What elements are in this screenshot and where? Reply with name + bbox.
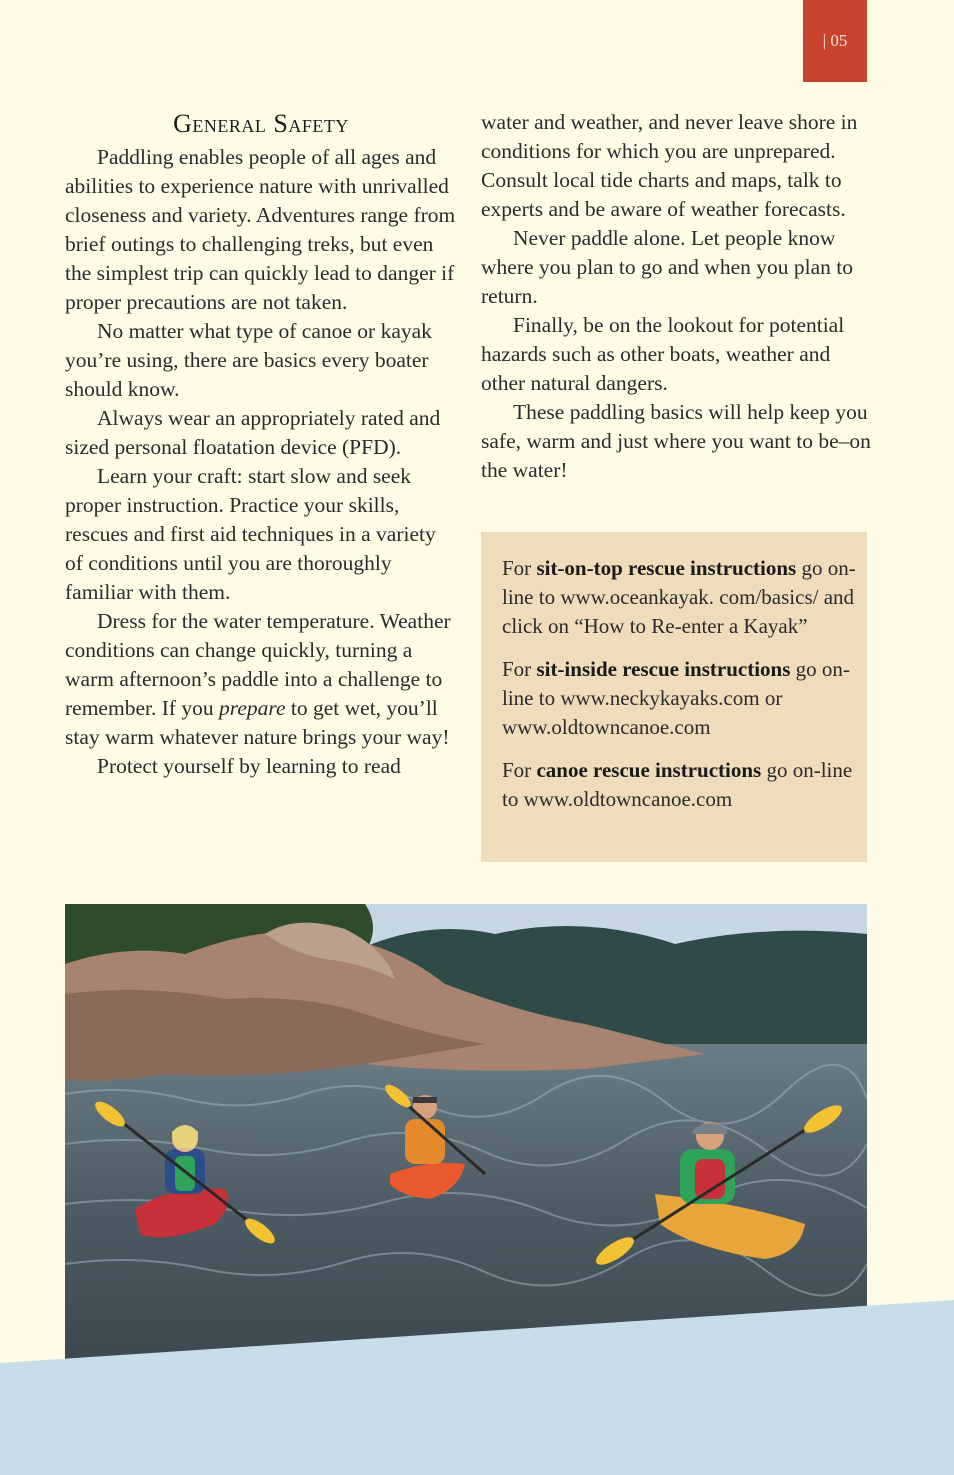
- rescue-item-prefix: For: [502, 758, 537, 782]
- rescue-item-prefix: For: [502, 657, 537, 681]
- rescue-item-sit-inside: [502, 655, 857, 742]
- rescue-item-title: sit-inside rescue instructions: [536, 657, 791, 681]
- page-number: | 05: [822, 31, 848, 50]
- rescue-item-text: go on-line to www.oceankayak. com/basics/ and click on “How to Re-enter a Kayak”: [502, 556, 856, 638]
- paragraph-dress: [65, 607, 457, 752]
- paragraph-pfd: Always wear an appropriately rated and sized personal floatation device (PFD).: [65, 406, 441, 459]
- paragraph-dress-emphasis: prepare: [219, 696, 286, 720]
- paragraph-closing: These paddling basics will help keep you safe, warm and just where you want to be–on the water!: [481, 400, 871, 482]
- paragraph-dress-tail: to get wet, you’ll stay warm whatever nature brings your way!: [65, 696, 450, 749]
- paragraph-learn-craft: Learn your craft: start slow and seek proper instruction. Practice your skills, rescues and first aid techniques in a variety of conditions until you are thoroughly familiar with them.: [65, 464, 436, 604]
- rescue-item-text: go on-line to www.oldtowncanoe.com: [502, 758, 853, 811]
- kayakers-photo: [65, 904, 867, 1359]
- rescue-item-prefix: For: [502, 556, 537, 580]
- rescue-instructions-box: [481, 532, 867, 862]
- paragraph-basics: No matter what type of canoe or kayak you’re using, there are basics every boater should know.: [65, 319, 432, 401]
- article-heading: General Safety: [173, 109, 349, 138]
- paragraph-never-alone: Never paddle alone. Let people know where you plan to go and when you plan to return.: [481, 226, 853, 308]
- rescue-item-title: canoe rescue instructions: [536, 758, 762, 782]
- paragraph-dress-lead: Dress for the water temperature. Weather conditions can change quickly, turning a warm afternoon’s paddle into a challenge to remember. If you: [65, 609, 451, 720]
- article-right-column: [481, 108, 873, 485]
- paragraph-hazards: Finally, be on the lookout for potential hazards such as other boats, weather and other natural dangers.: [481, 313, 845, 395]
- rescue-item-text: go on-line to www.neckykayaks.com or www.oldtowncanoe.com: [502, 657, 850, 739]
- article-left-column: [65, 108, 457, 781]
- paragraph-intro: Paddling enables people of all ages and abilities to experience nature with unrivalled closeness and variety. Adventures range from brief outings to challenging treks, but even the simplest trip can quickly lead to danger if proper precautions are not taken.: [65, 145, 456, 314]
- kayakers-photo-illustration: [65, 904, 867, 1359]
- page-number-tab: [803, 0, 867, 82]
- decorative-bottom-band: [0, 1295, 954, 1475]
- rescue-item-title: sit-on-top rescue instructions: [536, 556, 797, 580]
- rescue-item-sit-on-top: [502, 554, 857, 641]
- paragraph-protect-cont: water and weather, and never leave shore in conditions for which you are unprepared. Consult local tide charts and maps, talk to experts and be aware of weather forecasts.: [481, 110, 858, 221]
- rescue-item-canoe: [502, 756, 857, 814]
- paragraph-protect: Protect yourself by learning to read: [97, 754, 401, 778]
